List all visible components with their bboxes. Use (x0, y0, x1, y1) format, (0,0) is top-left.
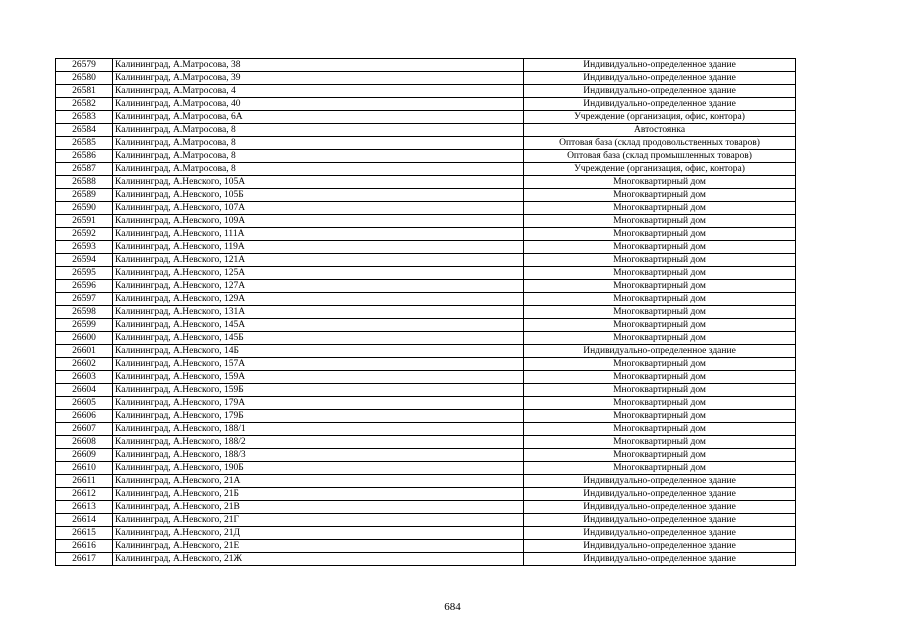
table-row (56, 254, 796, 267)
row-number-cell: 26582 (56, 98, 113, 111)
object-type-cell: Индивидуально-определенное здание (524, 553, 796, 566)
table-row (56, 332, 796, 345)
object-type-cell: Многоквартирный дом (524, 267, 796, 280)
object-type-cell: Многоквартирный дом (524, 215, 796, 228)
table-row (56, 345, 796, 358)
object-type-cell: Многоквартирный дом (524, 176, 796, 189)
table-row (56, 189, 796, 202)
table-row (56, 371, 796, 384)
row-number-cell: 26593 (56, 241, 113, 254)
address-cell: Калининград, А.Невского, 129А (113, 293, 524, 306)
page-number: 684 (444, 601, 461, 613)
table-row (56, 176, 796, 189)
table-row (56, 215, 796, 228)
object-type-cell: Многоквартирный дом (524, 202, 796, 215)
row-number-cell: 26613 (56, 501, 113, 514)
object-type-cell: Индивидуально-определенное здание (524, 98, 796, 111)
address-cell: Калининград, А.Невского, 105А (113, 176, 524, 189)
row-number-cell: 26609 (56, 449, 113, 462)
row-number-cell: 26599 (56, 319, 113, 332)
table-row (56, 124, 796, 137)
row-number-cell: 26602 (56, 358, 113, 371)
object-type-cell: Индивидуально-определенное здание (524, 527, 796, 540)
object-type-cell: Многоквартирный дом (524, 371, 796, 384)
row-number-cell: 26585 (56, 137, 113, 150)
table-row (56, 202, 796, 215)
address-cell: Калининград, А.Невского, 111А (113, 228, 524, 241)
object-type-cell: Учреждение (организация, офис, контора) (524, 163, 796, 176)
address-cell: Калининград, А.Невского, 190Б (113, 462, 524, 475)
address-cell: Калининград, А.Матросова, 8 (113, 124, 524, 137)
object-type-cell: Индивидуально-определенное здание (524, 540, 796, 553)
table-row (56, 241, 796, 254)
row-number-cell: 26594 (56, 254, 113, 267)
object-type-cell: Многоквартирный дом (524, 436, 796, 449)
object-type-cell: Многоквартирный дом (524, 410, 796, 423)
registry-table-body (56, 59, 796, 566)
row-number-cell: 26595 (56, 267, 113, 280)
address-cell: Калининград, А.Невского, 145Б (113, 332, 524, 345)
table-row (56, 111, 796, 124)
address-cell: Калининград, А.Невского, 21Д (113, 527, 524, 540)
object-type-cell: Многоквартирный дом (524, 319, 796, 332)
object-type-cell: Индивидуально-определенное здание (524, 514, 796, 527)
object-type-cell: Индивидуально-определенное здание (524, 345, 796, 358)
row-number-cell: 26589 (56, 189, 113, 202)
table-row (56, 514, 796, 527)
table-row (56, 436, 796, 449)
address-cell: Калининград, А.Невского, 125А (113, 267, 524, 280)
object-type-cell: Многоквартирный дом (524, 462, 796, 475)
address-cell: Калининград, А.Невского, 145А (113, 319, 524, 332)
address-cell: Калининград, А.Невского, 188/1 (113, 423, 524, 436)
object-type-cell: Индивидуально-определенное здание (524, 59, 796, 72)
object-type-cell: Индивидуально-определенное здание (524, 85, 796, 98)
address-cell: Калининград, А.Невского, 105Б (113, 189, 524, 202)
address-cell: Калининград, А.Матросова, 8 (113, 150, 524, 163)
row-number-cell: 26604 (56, 384, 113, 397)
table-row (56, 553, 796, 566)
row-number-cell: 26607 (56, 423, 113, 436)
row-number-cell: 26579 (56, 59, 113, 72)
row-number-cell: 26591 (56, 215, 113, 228)
table-row (56, 293, 796, 306)
row-number-cell: 26588 (56, 176, 113, 189)
address-cell: Калининград, А.Матросова, 8 (113, 137, 524, 150)
address-cell: Калининград, А.Невского, 109А (113, 215, 524, 228)
table-row (56, 475, 796, 488)
table-row (56, 59, 796, 72)
object-type-cell: Многоквартирный дом (524, 280, 796, 293)
row-number-cell: 26612 (56, 488, 113, 501)
table-row (56, 384, 796, 397)
table-row (56, 137, 796, 150)
address-cell: Калининград, А.Невского, 127А (113, 280, 524, 293)
row-number-cell: 26603 (56, 371, 113, 384)
row-number-cell: 26590 (56, 202, 113, 215)
table-row (56, 319, 796, 332)
registry-table (55, 58, 796, 566)
object-type-cell: Многоквартирный дом (524, 241, 796, 254)
row-number-cell: 26584 (56, 124, 113, 137)
row-number-cell: 26616 (56, 540, 113, 553)
object-type-cell: Многоквартирный дом (524, 358, 796, 371)
row-number-cell: 26600 (56, 332, 113, 345)
row-number-cell: 26601 (56, 345, 113, 358)
row-number-cell: 26592 (56, 228, 113, 241)
address-cell: Калининград, А.Матросова, 4 (113, 85, 524, 98)
object-type-cell: Индивидуально-определенное здание (524, 488, 796, 501)
row-number-cell: 26611 (56, 475, 113, 488)
table-row (56, 267, 796, 280)
row-number-cell: 26617 (56, 553, 113, 566)
address-cell: Калининград, А.Невского, 179Б (113, 410, 524, 423)
object-type-cell: Учреждение (организация, офис, контора) (524, 111, 796, 124)
row-number-cell: 26608 (56, 436, 113, 449)
table-row (56, 449, 796, 462)
row-number-cell: 26606 (56, 410, 113, 423)
row-number-cell: 26597 (56, 293, 113, 306)
object-type-cell: Автостоянка (524, 124, 796, 137)
row-number-cell: 26598 (56, 306, 113, 319)
object-type-cell: Многоквартирный дом (524, 306, 796, 319)
table-row (56, 423, 796, 436)
row-number-cell: 26615 (56, 527, 113, 540)
address-cell: Калининград, А.Матросова, 40 (113, 98, 524, 111)
row-number-cell: 26581 (56, 85, 113, 98)
object-type-cell: Многоквартирный дом (524, 228, 796, 241)
object-type-cell: Многоквартирный дом (524, 384, 796, 397)
row-number-cell: 26610 (56, 462, 113, 475)
table-row (56, 306, 796, 319)
object-type-cell: Индивидуально-определенное здание (524, 475, 796, 488)
table-row (56, 98, 796, 111)
address-cell: Калининград, А.Невского, 157А (113, 358, 524, 371)
address-cell: Калининград, А.Невского, 159А (113, 371, 524, 384)
object-type-cell: Многоквартирный дом (524, 293, 796, 306)
table-row (56, 397, 796, 410)
object-type-cell: Оптовая база (склад продовольственных товаров) (524, 137, 796, 150)
address-cell: Калининград, А.Невского, 21Е (113, 540, 524, 553)
row-number-cell: 26587 (56, 163, 113, 176)
address-cell: Калининград, А.Невского, 179А (113, 397, 524, 410)
table-row (56, 280, 796, 293)
address-cell: Калининград, А.Матросова, 38 (113, 59, 524, 72)
address-cell: Калининград, А.Невского, 21А (113, 475, 524, 488)
row-number-cell: 26580 (56, 72, 113, 85)
row-number-cell: 26586 (56, 150, 113, 163)
object-type-cell: Многоквартирный дом (524, 449, 796, 462)
table-row (56, 358, 796, 371)
address-cell: Калининград, А.Невского, 14Б (113, 345, 524, 358)
row-number-cell: 26605 (56, 397, 113, 410)
object-type-cell: Индивидуально-определенное здание (524, 501, 796, 514)
address-cell: Калининград, А.Невского, 131А (113, 306, 524, 319)
address-cell: Калининград, А.Невского, 21Ж (113, 553, 524, 566)
table-row (56, 85, 796, 98)
table-row (56, 163, 796, 176)
object-type-cell: Оптовая база (склад промышленных товаров) (524, 150, 796, 163)
address-cell: Калининград, А.Невского, 21Б (113, 488, 524, 501)
row-number-cell: 26614 (56, 514, 113, 527)
address-cell: Калининград, А.Невского, 188/2 (113, 436, 524, 449)
address-cell: Калининград, А.Невского, 159Б (113, 384, 524, 397)
row-number-cell: 26596 (56, 280, 113, 293)
object-type-cell: Многоквартирный дом (524, 189, 796, 202)
address-cell: Калининград, А.Невского, 21В (113, 501, 524, 514)
address-cell: Калининград, А.Невского, 188/3 (113, 449, 524, 462)
table-row (56, 462, 796, 475)
address-cell: Калининград, А.Невского, 21Г (113, 514, 524, 527)
object-type-cell: Многоквартирный дом (524, 423, 796, 436)
address-cell: Калининград, А.Невского, 121А (113, 254, 524, 267)
address-cell: Калининград, А.Матросова, 8 (113, 163, 524, 176)
object-type-cell: Многоквартирный дом (524, 397, 796, 410)
address-cell: Калининград, А.Матросова, 6А (113, 111, 524, 124)
table-row (56, 540, 796, 553)
object-type-cell: Индивидуально-определенное здание (524, 72, 796, 85)
address-cell: Калининград, А.Матросова, 39 (113, 72, 524, 85)
table-row (56, 527, 796, 540)
table-row (56, 501, 796, 514)
row-number-cell: 26583 (56, 111, 113, 124)
address-cell: Калининград, А.Невского, 119А (113, 241, 524, 254)
table-row (56, 72, 796, 85)
table-row (56, 410, 796, 423)
object-type-cell: Многоквартирный дом (524, 332, 796, 345)
address-cell: Калининград, А.Невского, 107А (113, 202, 524, 215)
object-type-cell: Многоквартирный дом (524, 254, 796, 267)
table-row (56, 488, 796, 501)
table-row (56, 150, 796, 163)
table-row (56, 228, 796, 241)
